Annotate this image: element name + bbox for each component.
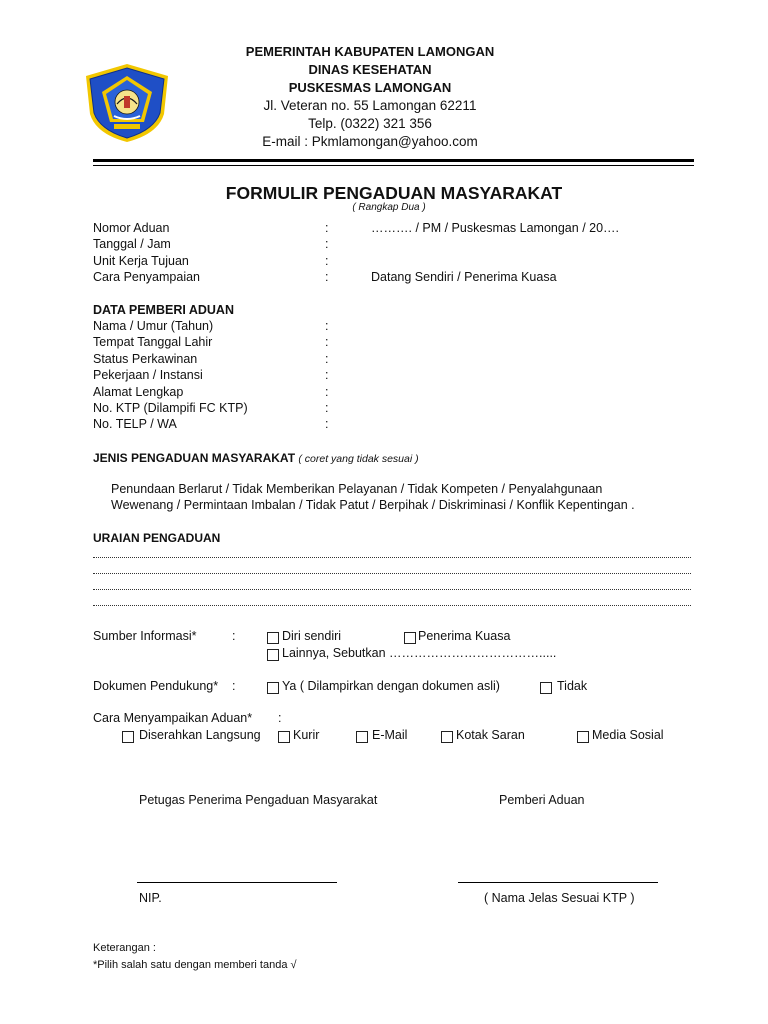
header-department: DINAS KESEHATAN: [308, 62, 432, 77]
complainant-label-status: Status Perkawinan: [93, 352, 198, 366]
header-government: PEMERINTAH KABUPATEN LAMONGAN: [245, 44, 495, 59]
source-proxy-checkbox[interactable]: [404, 632, 416, 644]
documents-no-checkbox[interactable]: [540, 682, 552, 694]
footnote-title: Keterangan :: [93, 942, 156, 954]
field-colon: :: [325, 352, 329, 366]
complaint-type-options-line1: Penundaan Berlarut / Tidak Memberikan Pelayanan / Tidak Kompeten / Penyalahgunaan: [111, 482, 603, 496]
field-colon: :: [325, 270, 329, 284]
description-dotted-line[interactable]: [93, 585, 691, 590]
field-colon: :: [325, 385, 329, 399]
delivery-social-media-label: Media Sosial: [592, 728, 664, 742]
field-label-tanggal-jam: Tanggal / Jam: [93, 237, 171, 251]
delivery-courier-label: Kurir: [293, 728, 320, 742]
delivery-suggestion-box-label: Kotak Saran: [456, 728, 525, 742]
source-self-label: Diri sendiri: [282, 629, 342, 643]
complaint-type-heading-row: [93, 451, 419, 465]
description-heading: URAIAN PENGADUAN: [93, 531, 221, 545]
complainant-label-pekerjaan: Pekerjaan / Instansi: [93, 368, 203, 382]
field-colon: :: [325, 319, 329, 333]
delivery-direct-label: Diserahkan Langsung: [139, 728, 261, 742]
documents-yes-checkbox[interactable]: [267, 682, 279, 694]
description-dotted-line[interactable]: [93, 553, 691, 558]
field-colon: :: [325, 221, 329, 235]
documents-label: Dokumen Pendukung*: [93, 679, 219, 693]
source-proxy-label: Penerima Kuasa: [418, 629, 511, 643]
field-label-cara-penyampaian: Cara Penyampaian: [93, 270, 201, 284]
documents-yes-label: Ya ( Dilampirkan dengan dokumen asli): [282, 679, 500, 693]
documents-no-label: Tidak: [557, 679, 588, 693]
delivery-courier-checkbox[interactable]: [278, 731, 290, 743]
field-colon: :: [325, 237, 329, 251]
source-other-checkbox[interactable]: [267, 649, 279, 661]
field-value-cara-penyampaian: Datang Sendiri / Penerima Kuasa: [371, 270, 557, 284]
header-rule-thin: [93, 165, 694, 166]
field-label-nomor-aduan: Nomor Aduan: [93, 221, 170, 235]
header-address: Jl. Veteran no. 55 Lamongan 62211: [263, 98, 477, 113]
field-colon: :: [325, 401, 329, 415]
complainant-label-alamat: Alamat Lengkap: [93, 385, 184, 399]
field-value-nomor-aduan: ………. / PM / Puskesmas Lamongan / 20….: [371, 221, 620, 235]
description-dotted-line[interactable]: [93, 601, 691, 606]
field-colon: :: [325, 335, 329, 349]
header-phone: Telp. (0322) 321 356: [308, 116, 432, 131]
form-title: FORMULIR PENGADUAN MASYARAKAT: [225, 183, 563, 203]
source-self-checkbox[interactable]: [267, 632, 279, 644]
complainant-label-ktp: No. KTP (Dilampifi FC KTP): [93, 401, 248, 415]
source-other-label: Lainnya, Sebutkan ……………………………….....: [282, 646, 557, 660]
field-colon: :: [325, 254, 329, 268]
complainant-label-telp: No. TELP / WA: [93, 417, 177, 431]
complaint-type-heading: JENIS PENGADUAN MASYARAKAT: [93, 451, 296, 465]
field-colon: :: [278, 711, 282, 725]
complainant-label-nama: Nama / Umur (Tahun): [93, 319, 214, 333]
source-label: Sumber Informasi*: [93, 629, 197, 643]
signature-officer-title: Petugas Penerima Pengaduan Masyarakat: [139, 793, 378, 807]
complainant-label-ttl: Tempat Tanggal Lahir: [93, 335, 213, 349]
delivery-suggestion-box-checkbox[interactable]: [441, 731, 453, 743]
description-dotted-line[interactable]: [93, 569, 691, 574]
header-email: E-mail : Pkmlamongan@yahoo.com: [262, 134, 478, 149]
delivery-email-label: E-Mail: [372, 728, 408, 742]
signature-complainant-line[interactable]: [458, 882, 658, 883]
signature-complainant-caption: ( Nama Jelas Sesuai KTP ): [484, 891, 635, 905]
form-subtitle: ( Rangkap Dua ): [352, 202, 426, 213]
field-colon: :: [325, 368, 329, 382]
complainant-heading: DATA PEMBERI ADUAN: [93, 303, 234, 317]
footnote-text: *Pilih salah satu dengan memberi tanda √: [93, 959, 297, 971]
lamongan-regency-seal-icon: [84, 62, 170, 144]
signature-complainant-title: Pemberi Aduan: [499, 793, 585, 807]
regency-logo: [84, 62, 170, 144]
delivery-email-checkbox[interactable]: [356, 731, 368, 743]
header-rule-thick: [93, 159, 694, 162]
field-colon: :: [232, 629, 236, 643]
field-colon: :: [232, 679, 236, 693]
complaint-type-options-line2: Wewenang / Permintaan Imbalan / Tidak Patut / Berpihak / Diskriminasi / Konflik Kepentingan .: [111, 498, 635, 512]
signature-officer-line[interactable]: [137, 882, 337, 883]
delivery-social-media-checkbox[interactable]: [577, 731, 589, 743]
signature-officer-caption: NIP.: [139, 891, 162, 905]
field-label-unit-kerja: Unit Kerja Tujuan: [93, 254, 189, 268]
field-colon: :: [325, 417, 329, 431]
delivery-direct-checkbox[interactable]: [122, 731, 134, 743]
delivery-label: Cara Menyampaikan Aduan*: [93, 711, 253, 725]
header-puskesmas: PUSKESMAS LAMONGAN: [288, 80, 452, 95]
complaint-type-note: ( coret yang tidak sesuai ): [298, 453, 419, 465]
